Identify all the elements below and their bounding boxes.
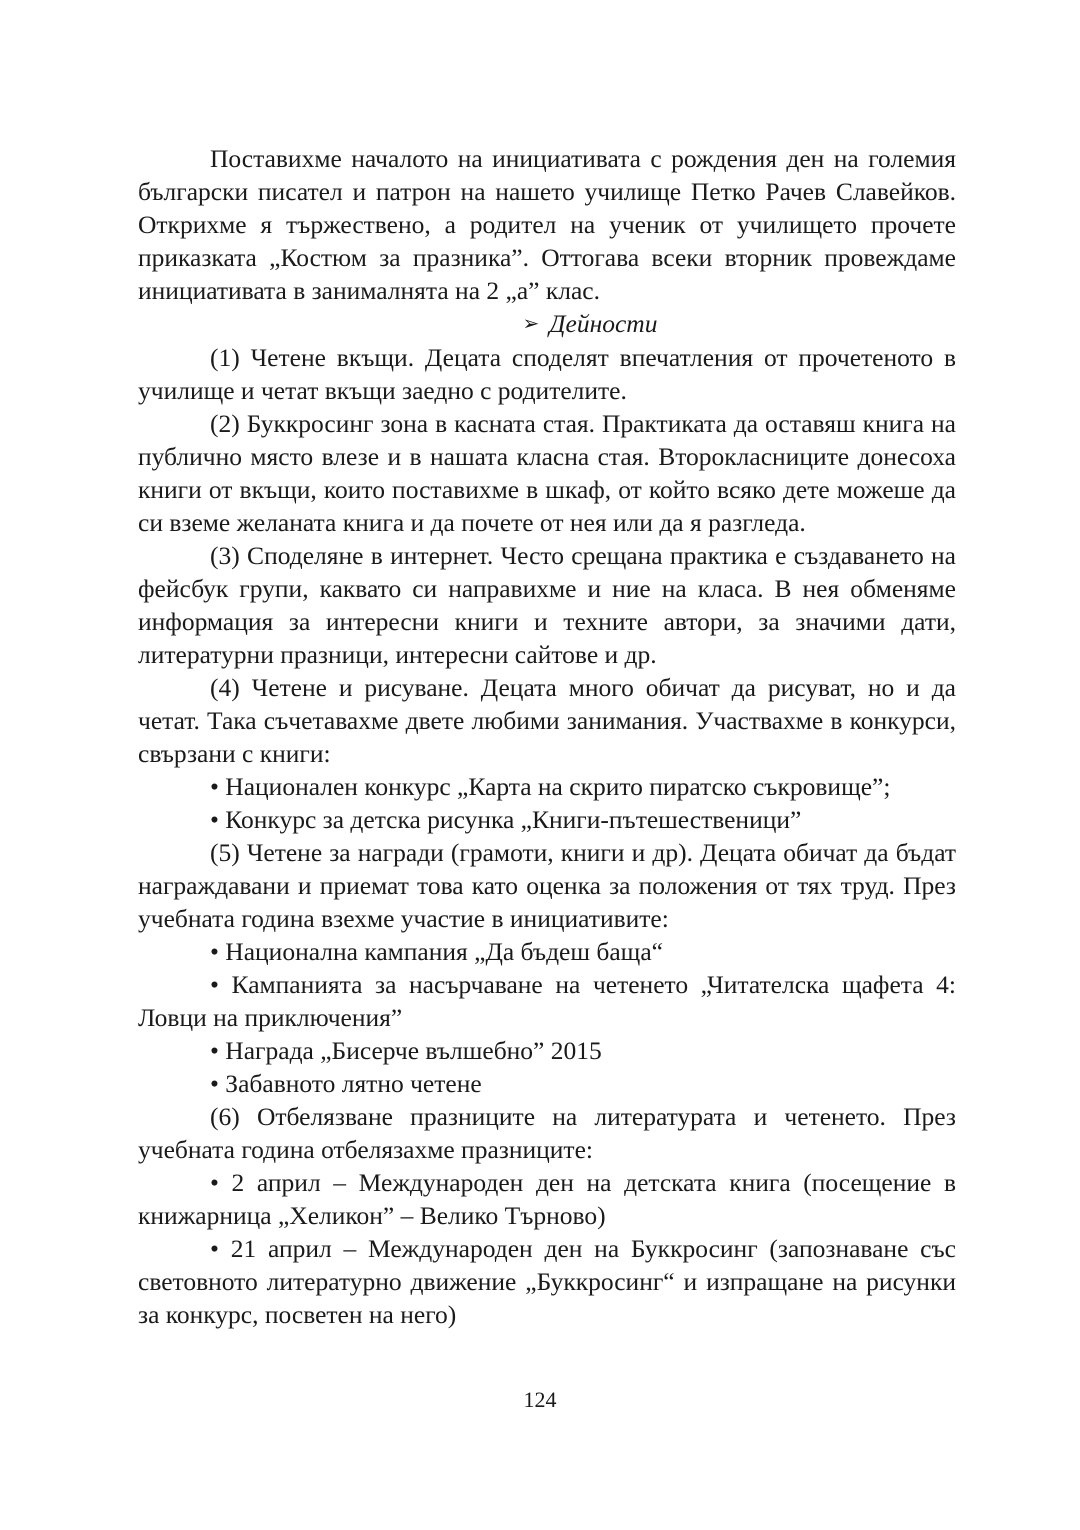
bullet-item: • 2 април – Международен ден на детската книга (посещение в книжарница „Хеликон” – Велико Търново) bbox=[138, 1168, 956, 1230]
activity-5: (5) Четене за награди (грамоти, книги и др). Децата обичат да бъдат награждавани и приемат това като оценка за положения от тях труд. През учебната година взехме участие в инициативите: bbox=[138, 838, 956, 933]
activity-3: (3) Споделяне в интернет. Често срещана практика е създаването на фейсбук групи, каквато си направихме и ние на класа. В нея обменяме информация за интересни книги и техните автори, за значими дати, литературни празници, интересни сайтове и др. bbox=[138, 541, 956, 669]
page-number: 124 bbox=[523, 1387, 557, 1412]
bullet-item: • 21 април – Международен ден на Буккросинг (запознаване със световното литературно движение „Буккросинг“ и изпращане на рисунки за конкурс, посветен на него) bbox=[138, 1234, 956, 1329]
bullet-item: • Кампанията за насърчаване на четенето „Читателска щафета 4: Ловци на приключения” bbox=[138, 970, 956, 1032]
bullet-item: • Национална кампания „Да бъдеш баща“ bbox=[210, 937, 663, 966]
activity-1: (1) Четене вкъщи. Децата споделят впечатления от прочетеното в училище и четат вкъщи заедно с родителите. bbox=[138, 343, 956, 405]
section-heading bbox=[138, 307, 956, 341]
bullet-item: • Конкурс за детска рисунка „Книги-пътешественици” bbox=[210, 805, 802, 834]
section-heading-text: Дейности bbox=[549, 309, 658, 338]
arrow-bullet-icon: ➢ bbox=[522, 313, 540, 335]
activity-2: (2) Буккросинг зона в касната стая. Практиката да оставяш книга на публично място влезе и в нашата класна стая. Второкласниците донесоха книги от вкъщи, които поставихме в шкаф, от който всяко дете можеше да си вземе желаната книга и да почете от нея или да я разгледа. bbox=[138, 409, 956, 537]
intro-paragraph: Поставихме началото на инициативата с рождения ден на големия български писател и патрон на нашето училище Петко Рачев Славейков. Открихме я тържествено, а родител на ученик от училището прочете приказката „Костюм за празника”. Оттогава всеки вторник провеждаме инициативата в занималнята на 2 „а” клас. bbox=[138, 144, 956, 305]
bullet-item: • Забавното лятно четене bbox=[210, 1069, 482, 1098]
activity-6: (6) Отбелязване празниците на литературата и четенето. През учебната година отбелязахме празниците: bbox=[138, 1102, 956, 1164]
activity-4: (4) Четене и рисуване. Децата много обичат да рисуват, но и да четат. Така съчетавахме двете любими занимания. Участвахме в конкурси, свързани с книги: bbox=[138, 673, 956, 768]
bullet-item: • Национален конкурс „Карта на скрито пиратско съкровище”; bbox=[210, 772, 891, 801]
bullet-item: • Награда „Бисерче вълшебно” 2015 bbox=[210, 1036, 602, 1065]
page-body bbox=[138, 142, 956, 1331]
